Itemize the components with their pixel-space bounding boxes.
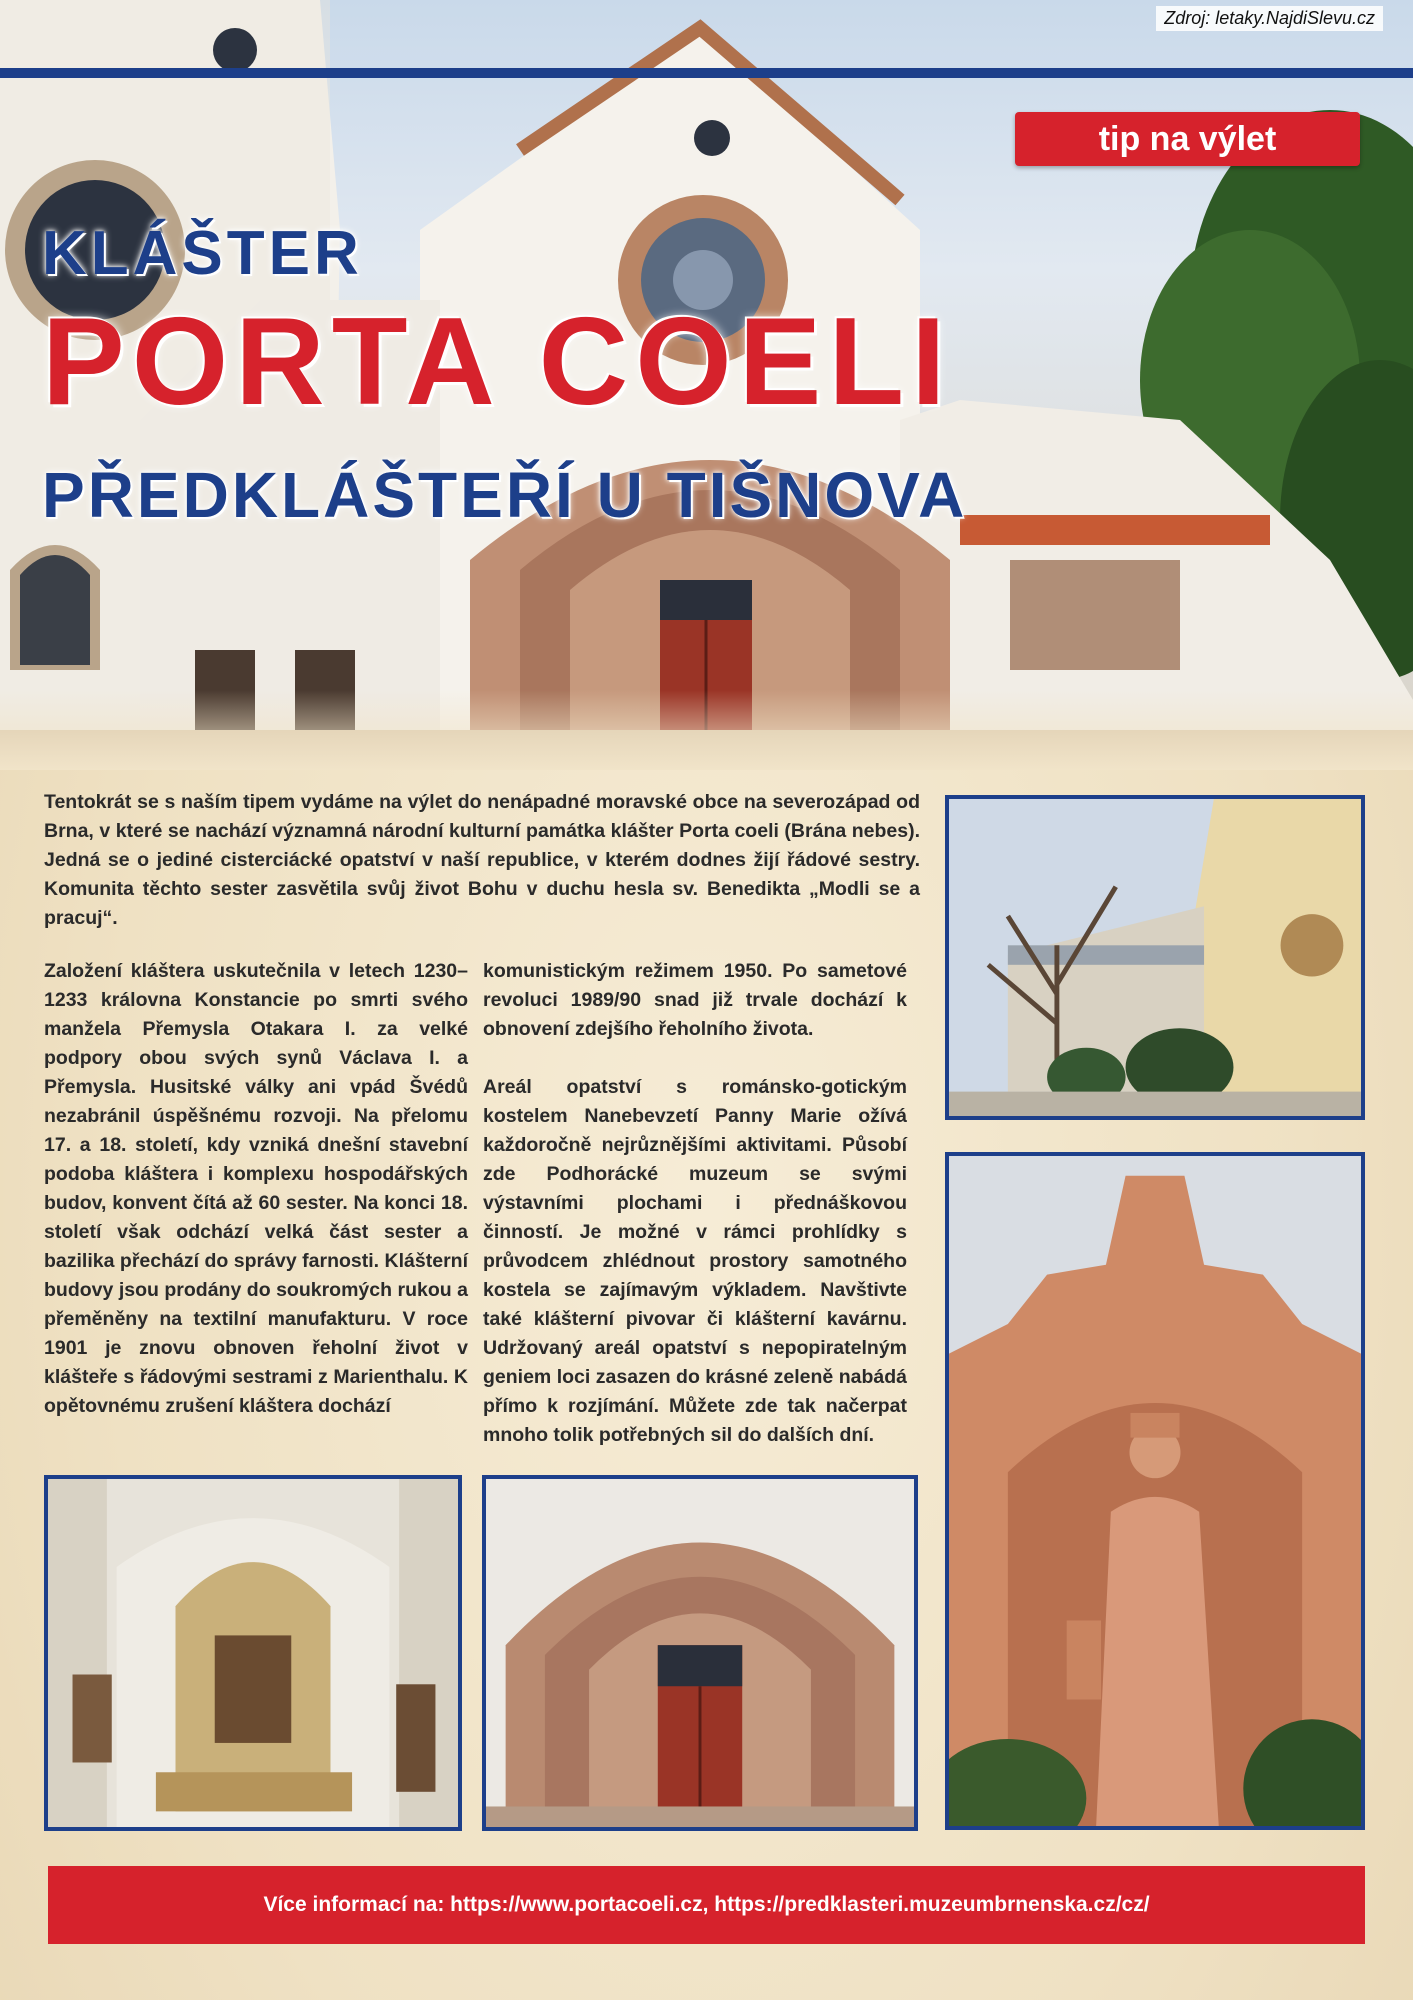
title-line-2: PORTA COELI [42, 293, 953, 431]
top-blue-rule [0, 68, 1413, 78]
article-column-left [44, 957, 468, 1450]
intro-paragraph: Tentokrát se s naším tipem vydáme na výlet do nenápadné moravské obce na severozápad od Brna, v které se nachází významná národní kulturní památka klášter Porta coeli (Brána nebes). Jedná se o jediné cisterciácké opatství v naší republice, v kterém dodnes žijí řádové sestry. Komunita těchto sester zasvětila svůj život Bohu v duchu hesla sv. Benedikta „Modli se a pracuj“. [44, 791, 920, 929]
photo-church-interior [44, 1475, 462, 1831]
title-line-3: PŘEDKLÁŠTEŘÍ U TIŠNOVA [42, 459, 968, 531]
footer-more-info-bar: Více informací na: https://www.portacoeli.cz, https://predklasteri.muzeumbrnenska.cz/cz/ [48, 1866, 1365, 1944]
photo-queen-statue [945, 1152, 1365, 1830]
tip-badge: tip na výlet [1015, 112, 1360, 166]
photo-courtyard-winter [945, 795, 1365, 1120]
title-line-1: KLÁŠTER [42, 219, 363, 288]
photo-gothic-portal [482, 1475, 918, 1831]
left-column-paragraph: Založení kláštera uskutečnila v letech 1230–1233 královna Konstancie po smrti svého manžela Přemysla Otakara I. za velké podpory obou svých synů Václava I. a Přemysla. Husitské války ani vpád Švédů nezabránil úspěšnému rozvoji. Na přelomu 17. a 18. století, kdy vzniká dnešní stavební podoba kláštera i komplexu hospodářských budov, konvent čítá až 60 sester. Na konci 18. století však odchází velká část sester a bazilika přechází do správy farnosti. Klášterní budovy jsou prodány do soukromých rukou a přeměněny na textilní manufakturu. V roce 1901 je znovu obnoven řeholní život v klášteře s řádovými sestrami z Marienthalu. K opětovnému zrušení kláštera dochází [44, 960, 468, 1417]
article-column-right [483, 957, 907, 1479]
right-column-paragraph-1: komunistickým režimem 1950. Po sametové revoluci 1989/90 snad již trvale dochází k obnovení zdejšího řeholního života. [483, 960, 907, 1040]
right-column-paragraph-2: Areál opatství s románsko-gotickým kostelem Nanebevzetí Panny Marie ožívá každoročně nejrůznějšími aktivitami. Působí zde Podhorácké muzeum se svými výstavními plochami i přednáškovou činností. Je možné v rámci prohlídky s průvodcem zhlédnout prostory samotného kostela se zajímavým výkladem. Navštivte také klášterní pivovar či klášterní kavárnu. Udržovaný areál opatství s nepopiratelným geniem loci zasazen do krásné zeleně nabádá přímo k rozjímání. Můžete zde tak načerpat mnoho tolik potřebných sil do dalších dní. [483, 1076, 907, 1446]
hero-fade [0, 690, 1413, 770]
source-credit: Zdroj: letaky.NajdiSlevu.cz [1156, 6, 1383, 31]
